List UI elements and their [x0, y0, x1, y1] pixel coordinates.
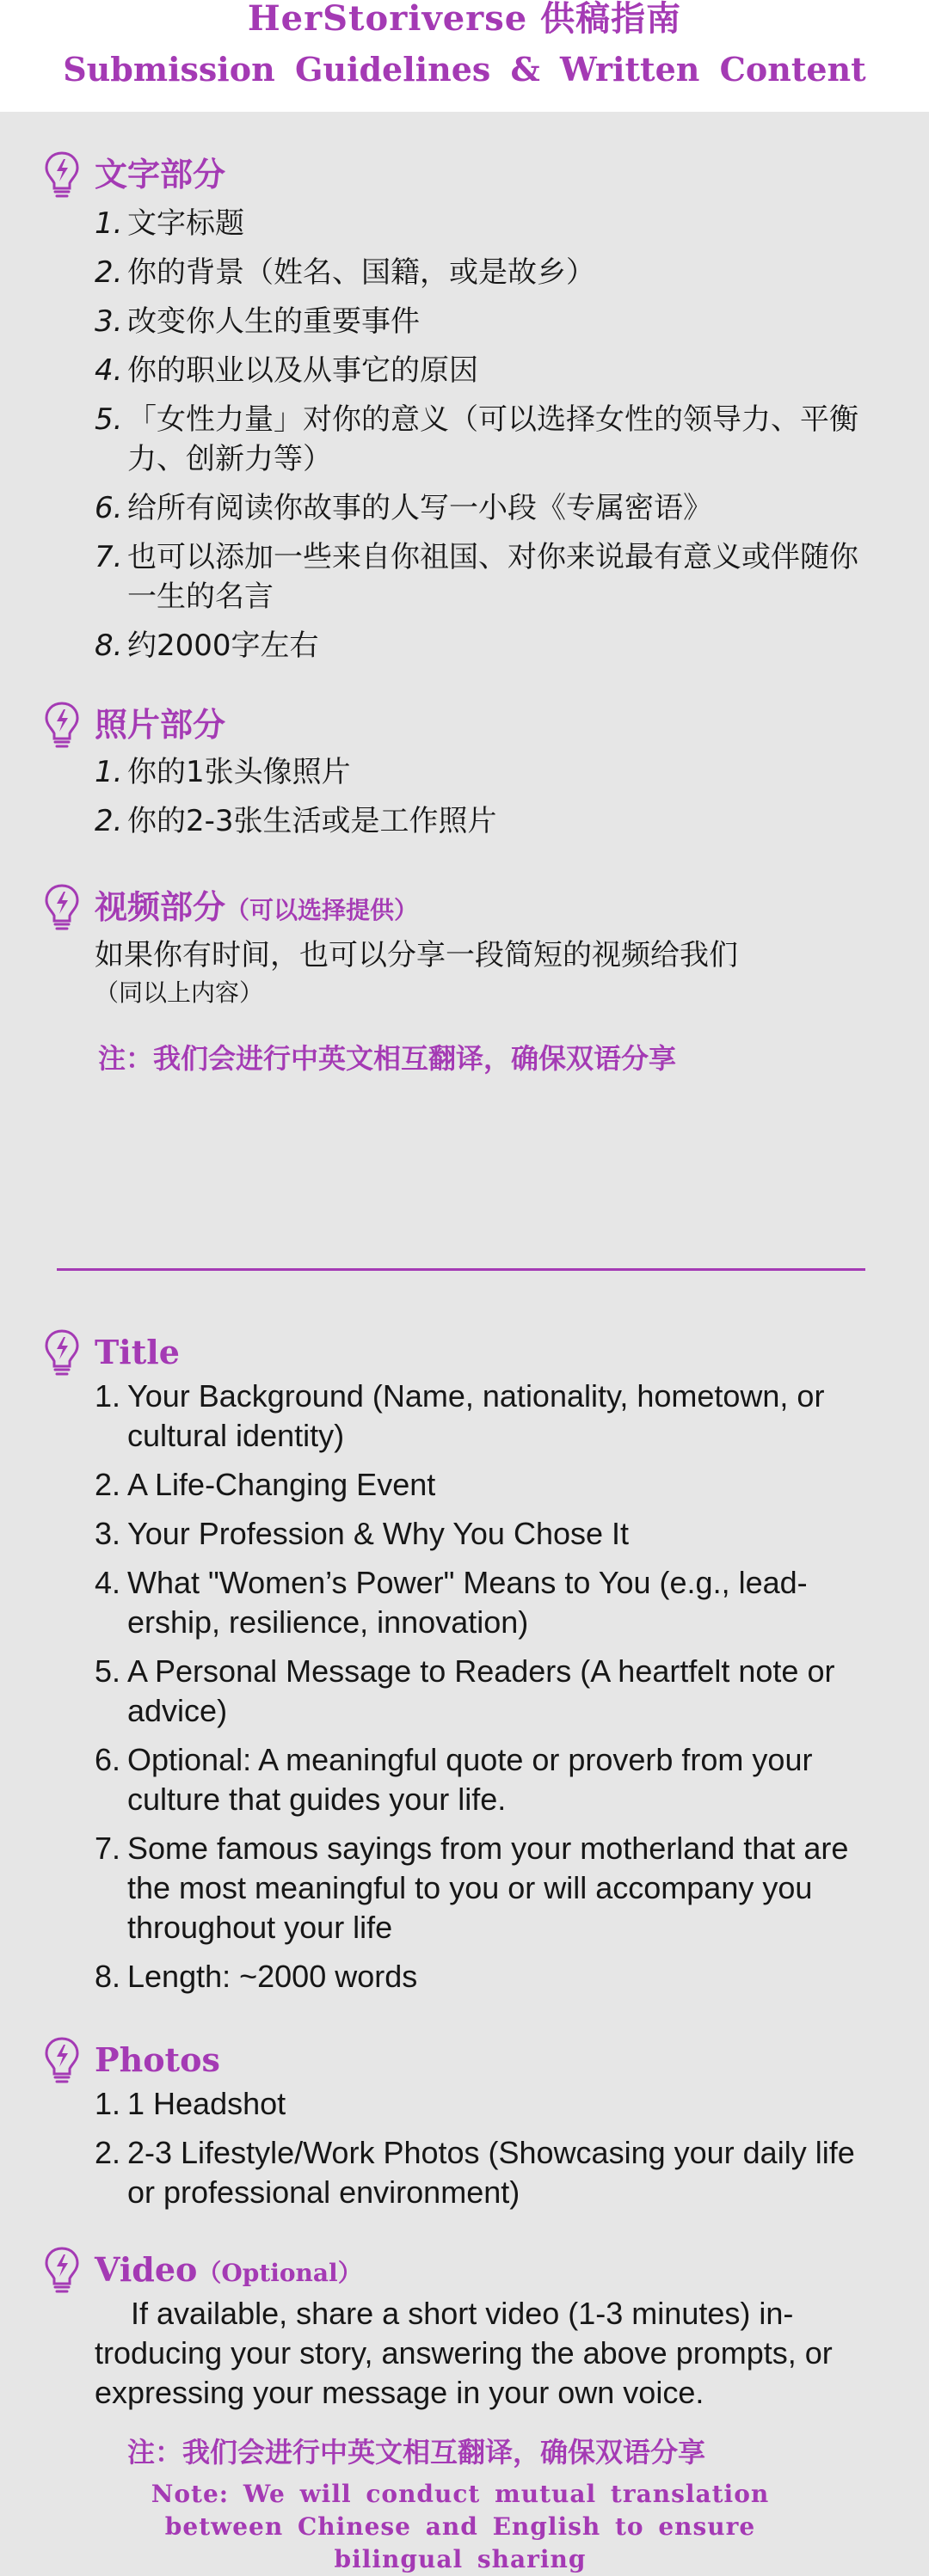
list-item: 4. What "Women’s Power" Means to You (e.g., lead-ership, resilience, innovation) [95, 1565, 808, 1640]
cn-text-section [0, 150, 929, 675]
video-description: If available, share a short video (1-3 minutes) in-troducing your story, answering the above prompts, or expressing your message in your own voice. [95, 2296, 833, 2410]
list-item: 1. Your Background (Name, nationality, hometown, or cultural identity) [95, 1378, 825, 1453]
cn-video-section [0, 883, 929, 1077]
page-title: HerStoriverse 供稿指南 [247, 0, 682, 39]
lightbulb-icon [43, 2036, 81, 2084]
translation-note-cn: 注：我们会进行中英文相互翻译，确保双语分享 [127, 2436, 706, 2469]
list-item: 2. 你的背景（姓名、国籍，或是故乡） [95, 255, 595, 290]
list-item: 5. A Personal Message to Readers (A heartfelt note or advice) [95, 1653, 835, 1728]
translation-note-en: Note: We will conduct mutual translation between Chinese and English to ensure bilingual sharing [151, 2480, 770, 2573]
page-subtitle: Submission Guidelines & Written Content [63, 50, 866, 89]
section-title: Title [95, 1333, 180, 1371]
list-item: 4. 你的职业以及从事它的原因 [95, 353, 478, 388]
en-photos-section [0, 2036, 929, 2222]
list-item: 1. 1 Headshot [95, 2086, 286, 2121]
list-item: 5. 「女性力量」对你的意义（可以选择女性的领导力、平衡力、创新力等） [95, 402, 858, 476]
list-item: 7. 也可以添加一些来自你祖国、对你来说最有意义或伴随你一生的名言 [95, 540, 858, 614]
section-title: 视频部分（可以选择提供） [95, 887, 419, 926]
translation-note: 注：我们会进行中英文相互翻译，确保双语分享 [98, 1042, 677, 1075]
cn-photo-section [0, 701, 929, 850]
list-item: 6. 给所有阅读你故事的人写一小段《专属密语》 [95, 491, 712, 525]
lightbulb-icon [43, 701, 81, 749]
section-title: 文字部分 [95, 155, 226, 193]
section-title: 照片部分 [95, 705, 226, 744]
list-item: 1. 你的1张头像照片 [95, 755, 351, 789]
list-item: 3. 改变你人生的重要事件 [95, 304, 420, 339]
video-description-sub: （同以上内容） [95, 978, 264, 1007]
list-item: 2. 2-3 Lifestyle/Work Photos (Showcasing your daily life or professional environment) [95, 2135, 855, 2210]
en-title-section [0, 1328, 929, 2006]
list-item: 2. A Life-Changing Event [95, 1467, 436, 1502]
list-item: 1. 文字标题 [95, 206, 244, 241]
list-item: 7. Some famous sayings from your motherland that are the most meaningful to you or will accompany you throughout your life [95, 1831, 849, 1945]
list-item: 8. Length: ~2000 words [95, 1959, 418, 1994]
list-item: 8. 约2000字左右 [95, 629, 319, 663]
lightbulb-icon [43, 2246, 81, 2294]
section-title: Photos [95, 2040, 220, 2079]
video-description: 如果你有时间，也可以分享一段简短的视频给我们 [95, 938, 738, 972]
section-divider [57, 1268, 865, 1271]
section-title: Video（Optional） [95, 2250, 362, 2289]
list-item: 2. 你的2-3张生活或是工作照片 [95, 804, 497, 838]
list-item: 6. Optional: A meaningful quote or proverb from your culture that guides your life. [95, 1742, 813, 1817]
lightbulb-icon [43, 1328, 81, 1377]
header [0, 0, 929, 112]
en-video-section [0, 2246, 929, 2576]
lightbulb-icon [43, 150, 81, 199]
list-item: 3. Your Profession & Why You Chose It [95, 1516, 630, 1551]
lightbulb-icon [43, 883, 81, 931]
